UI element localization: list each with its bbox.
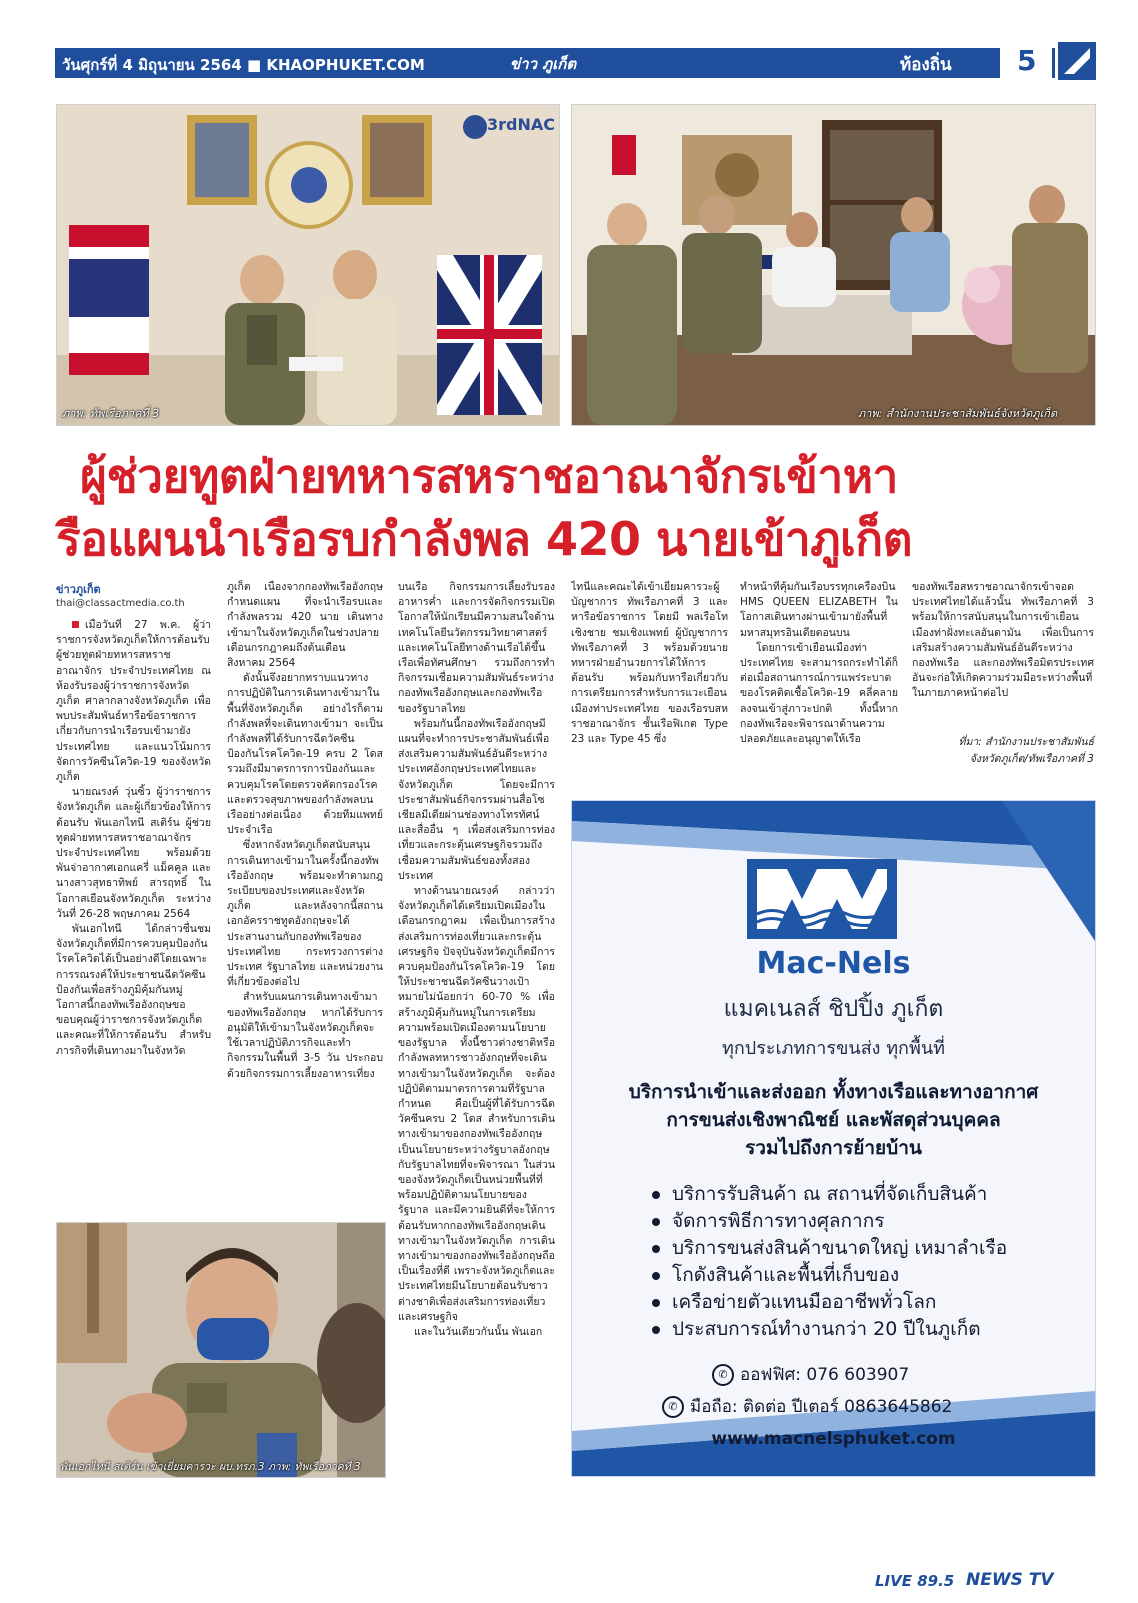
bullet-icon [652, 1326, 660, 1334]
paragraph: พร้อมกันนี้กองทัพเรืออังกฤษมีแผนที่จะทำการประชาสัมพันธ์เพื่อส่งเสริมความสัมพันธ์อันดีระหว่างประเทศอังกฤษประเทศไทยและจังหวัดภูเก็ต โดยจะมีการประชาสัมพันธ์กิจกรรมผ่านสื่อโซเชียลมีเดียผ่านช่องทางโทรทัศน์และสื่ออื่น ๆ เพื่อส่งเสริมการท่องเที่ยวและกระตุ้นเศรษฐกิจรวมถึงเชื่อมความสัมพันธ์ของทั้งสองประเทศ [398, 717, 555, 882]
advertisement-mac-nels [571, 800, 1096, 1477]
headline-line-1: ผู้ช่วยทูตฝ่ายทหารสหราชอาณาจักรเข้าหา [80, 449, 898, 503]
paragraph: ทางด้านนายณรงค์ กล่าวว่า จังหวัดภูเก็ตได้เตรียมเปิดเมืองในเดือนกรกฎาคม เพื่อเป็นการสร้างส่งเสริมการท่องเที่ยวและกระตุ้นเศรษฐกิจ ปัจจุบันจังหวัดภูเก็ตมีการควบคุมป้องกันโรคโควิด-19 โดยให้ประชาชนฉีดวัคซีนวางเป้าหมายไม่น้อยกว่า 60-70 % เพื่อสร้างภูมิคุ้มกันหมู่ในการเตรียมความพร้อมเปิดเมืองตามนโยบายของรัฐบาล ทั้งนี้ชาวต่างชาติหรือกำลังพลทหารชาวอังกฤษที่จะเดินทางเข้ามาในจังหวัดภูเก็ต จะต้องปฏิบัติตามมาตรการตามที่รัฐบาลกำหนด คือเป็นผู้ที่ได้รับการฉีดวัคซีนครบ 2 โดส สำหรับการเดินทางเข้ามาของกองทัพเรืออังกฤษเป็นนโยบายระหว่างรัฐบาลอังกฤษกับรัฐบาลไทยที่จะพิจารณา ในส่วนของจังหวัดภูเก็ตเป็นหน่วยพื้นที่ที่พร้อมปฏิบัติตามนโยบายของรัฐบาล และมีความยินดีที่จะให้การต้อนรับหากกองทัพเรืออังกฤษเดินทางเข้ามาในจังหวัดภูเก็ต การเดินทางเข้ามาของกองทัพเรืออังกฤษถือเป็นเรื่องที่ดี เพราะจังหวัดภูเก็ตและประเทศไทยมีนโยบายต้อนรับชาวต่างชาติเพื่อส่งเสริมการท่องเที่ยวและเศรษฐกิจ [398, 885, 555, 1323]
mobile-phone-icon: ✆ [662, 1396, 684, 1418]
source-credit-line-2: จังหวัดภูเก็ต/ทัพเรือภาคที่ 3 [969, 753, 1094, 765]
ad-service-line-3: รวมไปถึงการย้ายบ้าน [745, 1137, 922, 1159]
photo-officer [56, 1222, 386, 1478]
article-column-1 [56, 618, 211, 1206]
ad-mobile-phone-row: ✆ มือถือ: ติดต่อ ปีเตอร์ 0863645862 [662, 1393, 952, 1420]
bullet-icon [652, 1218, 660, 1226]
page-number: 5 [1017, 44, 1037, 77]
ad-website[interactable]: www.macnelsphuket.com [711, 1429, 956, 1449]
photo-officer-caption: พันเอกไทนี สเติร์น เข้าเยี่ยมคารวะ ผบ.ทรภ.3 ภาพ: ทัพเรือภาคที่ 3 [60, 1461, 361, 1473]
live-radio-logo: LIVE 89.5 [875, 1572, 955, 1590]
photo-meeting-caption: ภาพ: สำนักงานประชาสัมพันธ์จังหวัดภูเก็ต [858, 407, 1058, 420]
bullet-icon [652, 1299, 660, 1307]
issue-date: วันศุกร์ที่ 4 มิถุนายน 2564 ■ KHAOPHUKET.COM [62, 56, 425, 74]
ad-service-item: บริการรับสินค้า ณ สถานที่จัดเก็บสินค้า [652, 1181, 1082, 1208]
paragraph: ไทนีและคณะได้เข้าเยี่ยมคารวะผู้บัญชาการ ทัพเรือภาคที่ 3 และหารือข้อราชการ โดยมี พลเรือโท เชิงชาย ชมเชิงแพทย์ ผู้บัญชาการทัพเรือภาคที่ 3 พร้อมด้วยนายทหารฝ่ายอำนวยการได้ให้การต้อนรับ พร้อมกับหารือเกี่ยวกับการเตรียมการสำหรับการแวะเยือนเมืองท่าประเทศไทย ของเรือรบสหราชอาณาจักร ชั้นเรือฟิเกต Type 23 และ Type 45 ซึ่ง [571, 581, 728, 746]
ad-brand: Mac-Nels [756, 946, 911, 981]
headline-line-2: รือแผนนำเรือรบกำลังพล 420 นายเข้าภูเก็ต [56, 512, 913, 566]
ad-service-line-2: การขนส่งเชิงพาณิชย์ และพัสดุส่วนบุคคล [666, 1109, 1001, 1131]
ad-services-list [652, 1181, 1082, 1343]
paragraph: และในวันเดียวกันนั้น พันเอก [414, 1325, 543, 1338]
paragraph: สำหรับแผนการเดินทางเข้ามาของทัพเรืออังกฤษ หากได้รับการอนุมัติให้เข้ามาในจังหวัดภูเก็ตจะใช้เวลาปฏิบัติภารกิจและทำกิจกรรมในพื้นที่ 3-5 วัน ประกอบด้วยกิจกรรมการเลี้ยงอาหารเที่ยง [227, 991, 383, 1080]
paragraph: พันเอกไทนี ได้กล่าวชื่นชมจังหวัดภูเก็ตที่มีการควบคุมป้องกันโรคโควิดได้เป็นอย่างดีโดยเฉพาะการรณรงค์ให้ประชาชนฉีดวัคซีนป้องกันเพื่อสร้างภูมิคุ้มกันหมู่ โอกาสนี้กองทัพเรืออังกฤษขอขอบคุณผู้ว่าราชการจังหวัดภูเก็ตและคณะที่ให้การต้อนรับ สำหรับภารกิจที่เดินทางมาในจังหวัด [56, 923, 211, 1057]
paragraph: ของทัพเรือสหราชอาณาจักรเข้าจอดประเทศไทยได้แล้วนั้น ทัพเรือภาคที่ 3 พร้อมให้การสนับสนุนในการเข้าเยือนเมืองท่าฝั่งทะเลอันดามัน เพื่อเป็นการเสริมสร้างความสัมพันธ์อันดีระหว่างกองทัพเรือ และกองทัพเรือมิตรประเทศอันจะก่อให้เกิดความร่วมมือระหว่างพื้นที่ในภายภาคหน้าต่อไป [912, 581, 1094, 700]
newspaper-logo: ข่าว ภูเก็ต [509, 55, 577, 73]
paragraph: เมื่อวันที่ 27 พ.ค. ผู้ว่าราชการจังหวัดภูเก็ตให้การต้อนรับ ผู้ช่วยทูตฝ่ายทหารสหราชอาณาจักร ประจำประเทศไทย ณ ห้องรับรองผู้ว่าราชการจังหวัดภูเก็ต ศาลากลางจังหวัดภูเก็ต เพื่อพบประสัมพันธ์หารือข้อราชการเกี่ยวกับการนำเรือรบเข้ามายังประเทศไทย และแนวโน้มการจัดการวัคซีนโควิด-19 ของจังหวัดภูเก็ต [56, 619, 211, 784]
section-title: ท้องถิ่น [900, 55, 952, 75]
bullet-icon [652, 1191, 660, 1199]
article-start-marker [72, 621, 79, 628]
source-credit-line-1: ที่มา: สำนักงานประชาสัมพันธ์ [958, 736, 1094, 748]
ad-service-item: ประสบการณ์ทำงานกว่า 20 ปีในภูเก็ต [652, 1316, 1082, 1343]
article-column-6 [912, 580, 1094, 730]
ad-tagline: ทุกประเภทการขนส่ง ทุกพื้นที่ [722, 1038, 945, 1059]
phone-icon: ✆ [712, 1364, 734, 1386]
nac-badge: 3rdNAC [487, 115, 555, 134]
ad-service-line-1: บริการนำเข้าและส่งออก ทั้งทางเรือและทางอากาศ [628, 1081, 1039, 1103]
photo-ceremony [56, 104, 560, 426]
ad-office-phone-row: ✆ ออฟฟิศ: 076 603907 [712, 1361, 909, 1388]
corner-arrow-icon [1058, 42, 1096, 80]
bullet-icon [652, 1245, 660, 1253]
paragraph: โดยการเข้าเยือนเมืองท่าประเทศไทย จะสามารถกระทำได้ก็ต่อเมื่อสถานการณ์การแพร่ระบาดของโรคติดเชื้อโควิด-19 คลี่คลายลงจนเข้าสู่ภาวะปกติ ทั้งนี้หากกองทัพเรือจะพิจารณาด้านความปลอดภัยและอนุญาตให้เรือ [740, 641, 898, 746]
news-tv-logo: NEWS TV [966, 1570, 1054, 1590]
ad-service-item: บริการขนส่งสินค้าขนาดใหญ่ เหมาลำเรือ [652, 1235, 1082, 1262]
paragraph: ภูเก็ต เนื่องจากกองทัพเรืออังกฤษกำหนดแผน ที่จะนำเรือรบและกำลังพลรวม 420 นาย เดินทางเข้ามาในจังหวัดภูเก็ตในช่วงปลายเดือนกรกฎาคมถึงต้นเดือนสิงหาคม 2564 [227, 581, 383, 670]
bullet-icon [652, 1272, 660, 1280]
paragraph: ซึ่งหากจังหวัดภูเก็ตสนับสนุนการเดินทางเข้ามาในครั้งนี้กองทัพเรืออังกฤษ พร้อมจะทำตามกฎระเบียบของประเทศและจังหวัดภูเก็ต และหลังจากนี้สถานเอกอัครราชทูตอังกฤษจะได้ประสานงานกับกองทัพเรือของประเทศไทย กระทรวงการต่างประเทศ รัฐบาลไทย และหน่วยงานที่เกี่ยวข้องต่อไป [227, 839, 383, 989]
paragraph: บนเรือ กิจกรรมการเลี้ยงรับรองอาหารค่ำ และการจัดกิจกรรมเปิดโอกาสให้นักเรียนมีความสนใจด้านเทคโนโลยีนวัตกรรมวิทยาศาสตร์ และเทคโนโลยีทางด้านเรือได้ขึ้นเรือเพื่อทัศนศึกษา รวมถึงการทำกิจกรรมเชื่อมความสัมพันธ์ระหว่างกองทัพเรืออังกฤษและกองทัพเรือของรัฐบาลไทย [398, 581, 555, 715]
paragraph: ดังนั้นจึงอยากทราบแนวทางการปฏิบัติในการเดินทางเข้ามาในพื้นที่จังหวัดภูเก็ต อย่างไรก็ตามกำลังพลที่จะเดินทางเข้ามา จะเป็นกำลังพลที่ได้รับการฉีดวัคซีนป้องกันโรคโควิด-19 ครบ 2 โดส รวมถึงมีมาตรการการป้องกันและควบคุมโรคโดยตรวจคัดกรองโรคและตรวจสุขภาพของกำลังพลบนเรืออย่างต่อเนื่อง ด้วยทีมแพทย์ประจำเรือ [227, 672, 383, 837]
ad-service-item: โกดังสินค้าและพื้นที่เก็บของ [652, 1262, 1082, 1289]
photo-meeting [571, 104, 1096, 426]
ad-service-item: เครือข่ายตัวแทนมืออาชีพทั่วโลก [652, 1289, 1082, 1316]
page-header [0, 0, 1138, 92]
photo-ceremony-caption: ภาพ: ทัพเรือภาคที่ 3 [62, 407, 160, 420]
article-column-2 [227, 580, 383, 1206]
article-column-5 [740, 580, 898, 780]
byline: ข่าวภูเก็ต [56, 583, 101, 596]
article-column-4 [571, 580, 728, 780]
paragraph: นายณรงค์ วุ่นซิ้ว ผู้ว่าราชการจังหวัดภูเก็ต และผู้เกี่ยวข้องให้การต้อนรับ พันเอกไทนี สเติร์น ผู้ช่วยทูตฝ่ายทหารสหราชอาณาจักร ประจำประเทศไทย พร้อมด้วยพันจ่าอากาศเอกแครี่ แม็คคูล และนางสาวสุทธาทิพย์ สารฤทธิ์ ในโอกาสเยือนจังหวัดภูเก็ต ระหว่างวันที่ 26-28 พฤษภาคม 2564 [56, 786, 211, 920]
paragraph: ทำหน้าที่คุ้มกันเรือบรรทุกเครื่องบิน HMS QUEEN ELIZABETH ในโอกาสเดินทางผ่านเข้ามายังพื้นที่มหาสมุทรอินเดียตอนบน [740, 581, 898, 639]
mac-nels-logo-icon [747, 859, 897, 939]
article-column-3 [398, 580, 555, 1476]
ad-name-th: แมคเนลส์ ชิปปิ้ง ภูเก็ต [723, 996, 944, 1022]
ad-service-item: จัดการพิธีการทางศุลกากร [652, 1208, 1082, 1235]
author-email: thai@classactmedia.co.th [56, 598, 185, 609]
